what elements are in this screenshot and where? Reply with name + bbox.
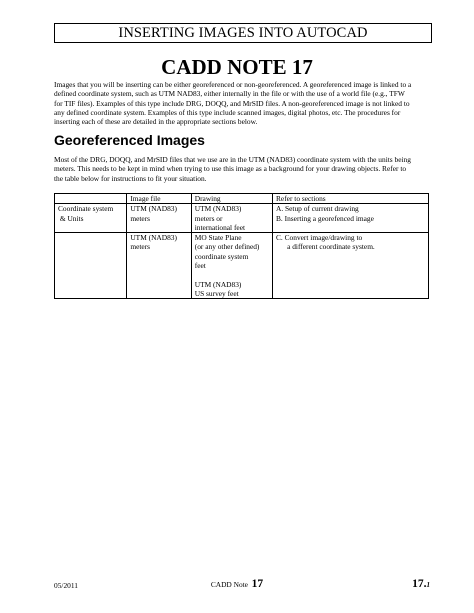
intro-line: for TIF files). Examples of this type include DRG, DOQQ, and MrSID files. A non-georeferenced image is not linked to	[54, 98, 410, 108]
intro-line: Images that you will be inserting can be either georeferenced or non-georeferenced. A georeferenced image is linked to a	[54, 80, 412, 89]
table-cell	[127, 233, 191, 299]
cell-line	[195, 270, 269, 279]
footer-date: 05/2011	[54, 581, 78, 590]
cell-line: a different coordinate system.	[276, 242, 375, 252]
cell-line: US survey feet	[194, 288, 239, 298]
section-heading: Georeferenced Images	[54, 132, 205, 148]
cell-line: Coordinate system	[58, 204, 114, 214]
footer-note	[0, 578, 474, 590]
intro-paragraph	[54, 80, 436, 126]
cell-line: C. Convert image/drawing to	[276, 233, 363, 243]
table-header-cell	[55, 194, 127, 204]
header-banner: INSERTING IMAGES INTO AUTOCAD	[54, 23, 432, 43]
intro-line: any defined coordinate system. Examples of this type include scanned images, digital photos, etc. The procedures for	[54, 107, 401, 117]
table-header-cell: Drawing	[191, 194, 272, 204]
cell-line: UTM (NAD83)	[194, 204, 242, 214]
document-title: CADD NOTE 17	[161, 55, 313, 79]
cell-line: MO State Plane	[194, 233, 242, 243]
footer-note-number: 17	[251, 578, 264, 590]
section-line: the table below for instructions to fit your situation.	[54, 173, 207, 183]
table-header-cell: Refer to sections	[273, 194, 429, 204]
page-number-sub: 1	[426, 581, 430, 589]
page-footer	[0, 578, 474, 592]
table-cell	[273, 233, 429, 299]
table-row	[55, 204, 429, 233]
cell-line: meters	[130, 242, 151, 252]
table-row	[55, 233, 429, 299]
table-cell	[273, 204, 429, 233]
footer-note-label: CADD Note	[210, 580, 248, 589]
cell-line: meters or	[194, 213, 223, 223]
cell-line: B. Inserting a georefenced image	[276, 213, 374, 223]
cell-line: feet	[194, 261, 206, 271]
cell-line: UTM (NAD83)	[130, 204, 177, 214]
cell-line: & Units	[58, 213, 84, 223]
intro-line: inserting each of these are detailed in the appropriate sections below.	[54, 117, 258, 127]
table-cell	[55, 233, 127, 299]
cell-line: (or any other defined)	[194, 242, 260, 252]
cell-line: meters	[130, 213, 151, 223]
table-cell	[191, 204, 272, 233]
table-cell	[55, 204, 127, 233]
section-line: meters. This needs to be kept in mind when trying to use this image as a background for your drawing objects. Refer to	[54, 164, 407, 174]
cell-line: UTM (NAD83)	[130, 233, 177, 243]
table-cell	[191, 233, 272, 299]
table-header-row	[55, 194, 429, 204]
table-cell	[127, 204, 191, 233]
page-number-main: 17.	[412, 578, 427, 590]
cell-line: UTM (NAD83)	[194, 279, 242, 289]
reference-table	[54, 193, 429, 299]
cell-line: international feet	[194, 222, 246, 232]
intro-line: defined coordinate system, such as UTM NAD83, either internally in the file or with the use of a world file (e.g., TFW	[54, 89, 405, 99]
table-header-cell: Image file	[127, 194, 191, 204]
section-line: Most of the DRG, DOQQ, and MrSID files that we use are in the UTM (NAD83) coordinate system with the units being	[54, 155, 411, 164]
section-paragraph	[54, 155, 436, 183]
cell-line: A. Setup of current drawing	[276, 204, 359, 214]
cell-line: coordinate system	[194, 251, 249, 261]
page-number	[412, 578, 430, 590]
